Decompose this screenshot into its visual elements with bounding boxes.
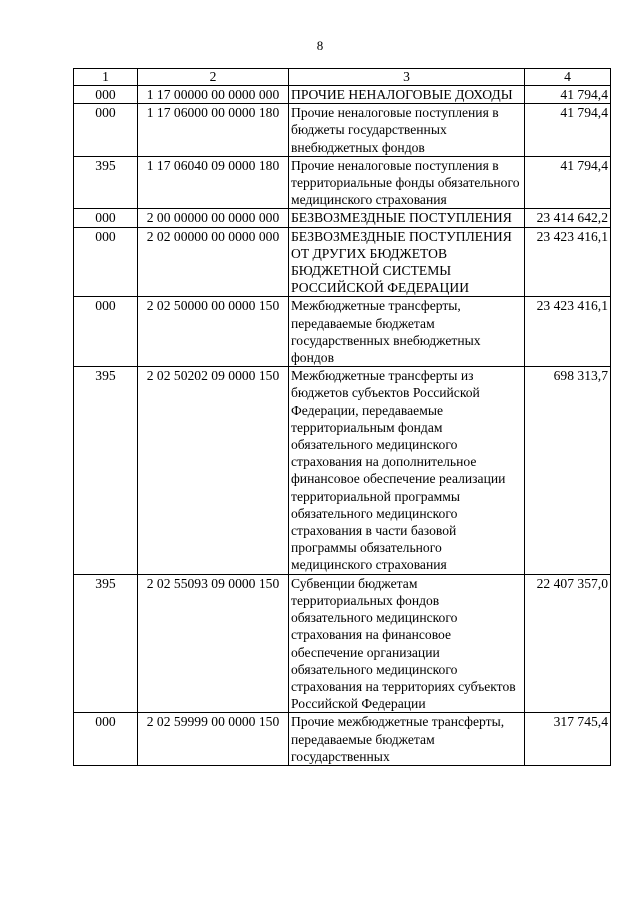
budget-code-cell: 2 02 50000 00 0000 150	[138, 297, 289, 367]
table-row	[74, 574, 611, 713]
admin-code-cell: 000	[74, 713, 138, 766]
budget-code-cell: 1 17 00000 00 0000 000	[138, 86, 289, 104]
amount-cell: 22 407 357,0	[525, 574, 611, 713]
table-row	[74, 209, 611, 227]
revenue-name-cell: Прочие неналоговые поступления в бюджеты государственных внебюджетных фондов	[289, 104, 525, 157]
column-header-2: 2	[138, 69, 289, 86]
revenue-name-cell: Субвенции бюджетам территориальных фондов обязательного медицинского страхования на финансовое обеспечение организации обязательного медицинского страхования на территориях субъектов Российской Федерации	[289, 574, 525, 713]
revenue-name-cell: Межбюджетные трансферты из бюджетов субъектов Российской Федерации, передаваемые территориальным фондам обязательного медицинского страхования на дополнительное финансовое обеспечение реализации территориальной программы обязательного медицинского страхования в части базовой программы обязательного медицинского страхования	[289, 367, 525, 574]
table-row	[74, 156, 611, 209]
table-row	[74, 713, 611, 766]
table-row	[74, 104, 611, 157]
revenue-name-cell: БЕЗВОЗМЕЗДНЫЕ ПОСТУПЛЕНИЯ	[289, 209, 525, 227]
header-row	[74, 69, 611, 86]
revenue-name-cell: Межбюджетные трансферты, передаваемые бюджетам государственных внебюджетных фондов	[289, 297, 525, 367]
revenue-name-cell: ПРОЧИЕ НЕНАЛОГОВЫЕ ДОХОДЫ	[289, 86, 525, 104]
admin-code-cell: 000	[74, 86, 138, 104]
admin-code-cell: 000	[74, 227, 138, 297]
budget-code-cell: 2 00 00000 00 0000 000	[138, 209, 289, 227]
budget-code-cell: 2 02 59999 00 0000 150	[138, 713, 289, 766]
page-number: 8	[316, 38, 324, 53]
budget-code-cell: 2 02 55093 09 0000 150	[138, 574, 289, 713]
table-header	[74, 69, 611, 86]
amount-cell: 41 794,4	[525, 104, 611, 157]
budget-code-cell: 2 02 50202 09 0000 150	[138, 367, 289, 574]
admin-code-cell: 000	[74, 297, 138, 367]
admin-code-cell: 395	[74, 156, 138, 209]
table-body	[74, 86, 611, 766]
admin-code-cell: 000	[74, 209, 138, 227]
revenue-name-cell: Прочие неналоговые поступления в территориальные фонды обязательного медицинского страхования	[289, 156, 525, 209]
amount-cell: 317 745,4	[525, 713, 611, 766]
table-row	[74, 297, 611, 367]
amount-cell: 23 414 642,2	[525, 209, 611, 227]
amount-cell: 23 423 416,1	[525, 227, 611, 297]
table-row	[74, 227, 611, 297]
revenue-name-cell: БЕЗВОЗМЕЗДНЫЕ ПОСТУПЛЕНИЯ ОТ ДРУГИХ БЮДЖЕТОВ БЮДЖЕТНОЙ СИСТЕМЫ РОССИЙСКОЙ ФЕДЕРАЦИИ	[289, 227, 525, 297]
budget-code-cell: 1 17 06000 00 0000 180	[138, 104, 289, 157]
admin-code-cell: 395	[74, 574, 138, 713]
table-row	[74, 86, 611, 104]
budget-code-cell: 1 17 06040 09 0000 180	[138, 156, 289, 209]
amount-cell: 41 794,4	[525, 86, 611, 104]
table-row	[74, 367, 611, 574]
column-header-3: 3	[289, 69, 525, 86]
admin-code-cell: 000	[74, 104, 138, 157]
column-header-1: 1	[74, 69, 138, 86]
column-header-4: 4	[525, 69, 611, 86]
budget-code-cell: 2 02 00000 00 0000 000	[138, 227, 289, 297]
amount-cell: 23 423 416,1	[525, 297, 611, 367]
amount-cell: 698 313,7	[525, 367, 611, 574]
amount-cell: 41 794,4	[525, 156, 611, 209]
budget-revenue-table	[73, 68, 611, 766]
revenue-name-cell: Прочие межбюджетные трансферты, передаваемые бюджетам государственных	[289, 713, 525, 766]
admin-code-cell: 395	[74, 367, 138, 574]
